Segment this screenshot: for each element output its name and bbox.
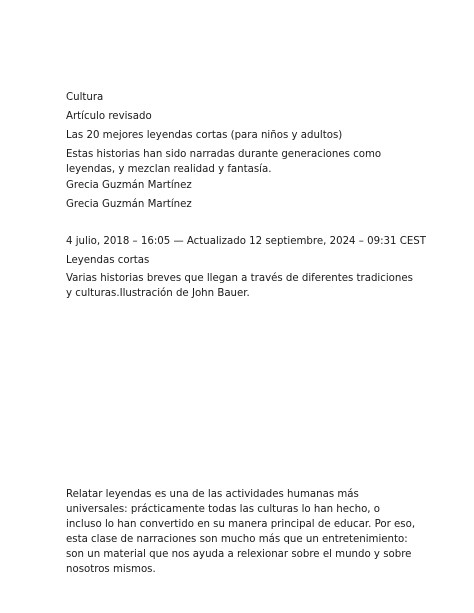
body-paragraph: Relatar leyendas es una de las actividades humanas más universales: prácticamente todas las culturas lo han hecho, o incluso lo han convertido en su manera principal de educar. Por eso, esta clase de narraciones son mucho más que un entretenimiento: son un material que nos ayuda a relexionar sobre el mundo y sobre nosotros mismos. bbox=[66, 489, 416, 575]
section-heading: Leyendas cortas bbox=[66, 255, 150, 266]
dateline: 4 julio, 2018 – 16:05 — Actualizado 12 septiembre, 2024 – 09:31 CEST bbox=[66, 236, 426, 247]
article-subtitle: Estas historias han sido narradas durante generaciones como leyendas, y mezclan realidad y fantasía. bbox=[66, 149, 382, 175]
review-status: Artículo revisado bbox=[66, 111, 152, 122]
category-label: Cultura bbox=[66, 92, 104, 103]
author-name: Grecia Guzmán Martínez bbox=[66, 180, 192, 191]
article-title: Las 20 mejores leyendas cortas (para niños y adultos) bbox=[66, 130, 343, 141]
image-caption: Varias historias breves que llegan a través de diferentes tradiciones y culturas.Ilustración de John Bauer. bbox=[66, 273, 413, 299]
author-name-repeat: Grecia Guzmán Martínez bbox=[66, 199, 192, 210]
